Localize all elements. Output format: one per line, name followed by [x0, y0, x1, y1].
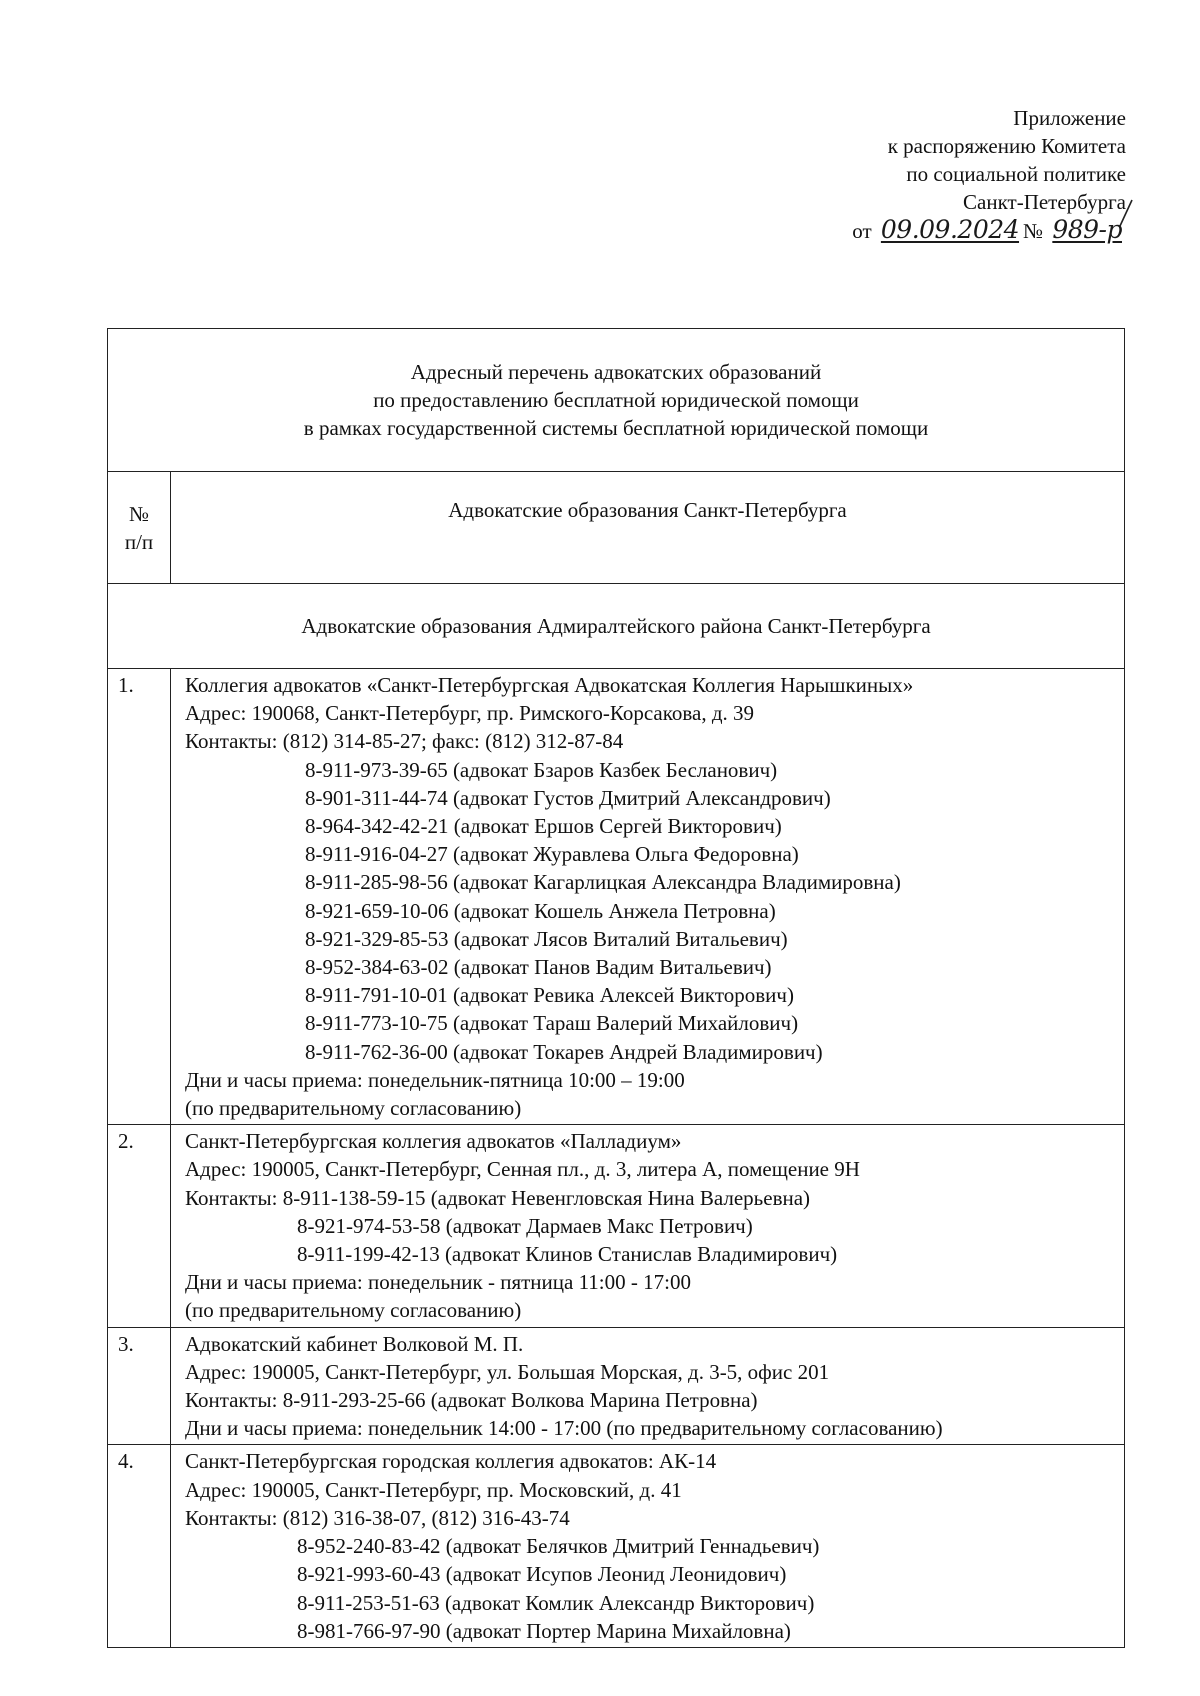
entry-line: Санкт-Петербургская коллегия адвокатов «Палладиум» — [185, 1129, 682, 1154]
district-header: Адвокатские образования Адмиралтейского района Санкт-Петербурга — [108, 584, 1125, 669]
phone-line: 8-952-384-63-02 (адвокат Панов Вадим Витальевич) — [305, 955, 772, 980]
column-header-number — [108, 472, 171, 584]
entry-line: Адвокатский кабинет Волковой М. П. — [185, 1331, 524, 1356]
entry-line: Адрес: 190005, Санкт-Петербург, ул. Большая Морская, д. 3-5, офис 201 — [185, 1359, 830, 1384]
lawyers-table — [107, 328, 1125, 1648]
entry-line: Адрес: 190005, Санкт-Петербург, Сенная пл., д. 3, литера А, помещение 9Н — [185, 1157, 860, 1182]
entry-line: Адрес: 190005, Санкт-Петербург, пр. Московский, д. 41 — [185, 1477, 682, 1502]
entry-line: Санкт-Петербургская городская коллегия адвокатов: АК-14 — [185, 1449, 717, 1474]
phone-line: 8-911-253-51-63 (адвокат Комлик Александр Викторович) — [297, 1590, 815, 1615]
hours-line: Дни и часы приема: понедельник - пятница 11:00 - 17:00 — [185, 1270, 691, 1295]
entry-line: Контакты: (812) 316-38-07, (812) 316-43-74 — [185, 1505, 570, 1530]
handwritten-date: 09.09.2024 — [880, 215, 1020, 244]
phone-line: 8-911-916-04-27 (адвокат Журавлева Ольга Федоровна) — [305, 842, 799, 867]
appendix-line-city: Санкт-Петербурга — [963, 190, 1126, 214]
entry-details — [171, 1445, 1125, 1647]
phone-line: 8-921-993-60-43 (адвокат Исупов Леонид Леонидович) — [297, 1562, 787, 1587]
number-sign: № — [1023, 219, 1044, 243]
phone-line: 8-911-973-39-65 (адвокат Бзаров Казбек Бесланович) — [305, 757, 778, 782]
row-number: 3. — [108, 1327, 171, 1445]
hours-note: (по предварительному согласованию) — [185, 1096, 522, 1121]
entry-details — [171, 669, 1125, 1125]
appendix-date-line — [852, 216, 1126, 245]
phone-line: 8-911-285-98-56 (адвокат Кагарлицкая Александра Владимировна) — [305, 870, 901, 895]
entry-details — [171, 1125, 1125, 1327]
table-row — [108, 669, 1125, 1125]
entry-line: Адрес: 190068, Санкт-Петербург, пр. Римского-Корсакова, д. 39 — [185, 701, 754, 726]
phone-line: 8-964-342-42-21 (адвокат Ершов Сергей Викторович) — [305, 814, 782, 839]
entry-line: Контакты: 8-911-138-59-15 (адвокат Невенгловская Нина Валерьевна) — [185, 1185, 811, 1210]
table-title — [108, 329, 1125, 472]
hours-line: Дни и часы приема: понедельник-пятница 10:00 – 19:00 — [185, 1067, 685, 1092]
entry-line: Контакты: (812) 314-85-27; факс: (812) 312-87-84 — [185, 729, 624, 754]
hours-line: Дни и часы приема: понедельник 14:00 - 17:00 (по предварительному согласованию) — [185, 1416, 943, 1441]
handwritten-order-number: 989-р — [1052, 215, 1122, 244]
number-sign-header: № — [128, 501, 150, 526]
appendix-title: Приложение — [1013, 106, 1126, 130]
row-number: 1. — [108, 669, 171, 1125]
appendix-line-order: к распоряжению Комитета — [887, 134, 1126, 158]
entry-line: Коллегия адвокатов «Санкт-Петербургская Адвокатская Коллегия Нарышкиных» — [185, 673, 914, 697]
table-title-line: в рамках государственной системы бесплатной юридической помощи — [303, 416, 929, 440]
table-row — [108, 1445, 1125, 1647]
table-row — [108, 1327, 1125, 1445]
phone-line: 8-952-240-83-42 (адвокат Белячков Дмитрий Геннадьевич) — [297, 1534, 820, 1559]
phone-line: 8-911-773-10-75 (адвокат Тараш Валерий Михайлович) — [305, 1011, 799, 1036]
pen-stroke-icon — [1116, 198, 1136, 228]
phone-line: 8-911-762-36-00 (адвокат Токарев Андрей Владимирович) — [305, 1039, 823, 1064]
date-prefix: от — [852, 219, 872, 243]
appendix-line-committee: по социальной политике — [906, 162, 1126, 186]
phone-line: 8-911-199-42-13 (адвокат Клинов Станислав Владимирович) — [297, 1242, 838, 1267]
phone-line: 8-921-974-53-58 (адвокат Дармаев Макс Петрович) — [297, 1213, 753, 1238]
row-number: 4. — [108, 1445, 171, 1647]
table-title-line: по предоставлению бесплатной юридической помощи — [373, 388, 859, 412]
hours-note: (по предварительному согласованию) — [185, 1298, 522, 1323]
appendix-block — [852, 104, 1126, 245]
row-number: 2. — [108, 1125, 171, 1327]
entry-line: Контакты: 8-911-293-25-66 (адвокат Волкова Марина Петровна) — [185, 1388, 758, 1413]
table-row — [108, 1125, 1125, 1327]
table-title-line: Адресный перечень адвокатских образований — [410, 360, 822, 384]
phone-line: 8-911-791-10-01 (адвокат Ревика Алексей Викторович) — [305, 983, 794, 1008]
phone-line: 8-981-766-97-90 (адвокат Портер Марина Михайловна) — [297, 1618, 791, 1643]
column-header-name: Адвокатские образования Санкт-Петербурга — [171, 472, 1125, 584]
phone-line: 8-921-659-10-06 (адвокат Кошель Анжела Петровна) — [305, 898, 776, 923]
pp-header: п/п — [124, 529, 154, 554]
entry-details — [171, 1327, 1125, 1445]
phone-line: 8-921-329-85-53 (адвокат Лясов Виталий Витальевич) — [305, 926, 788, 951]
phone-line: 8-901-311-44-74 (адвокат Густов Дмитрий Александрович) — [305, 785, 831, 810]
